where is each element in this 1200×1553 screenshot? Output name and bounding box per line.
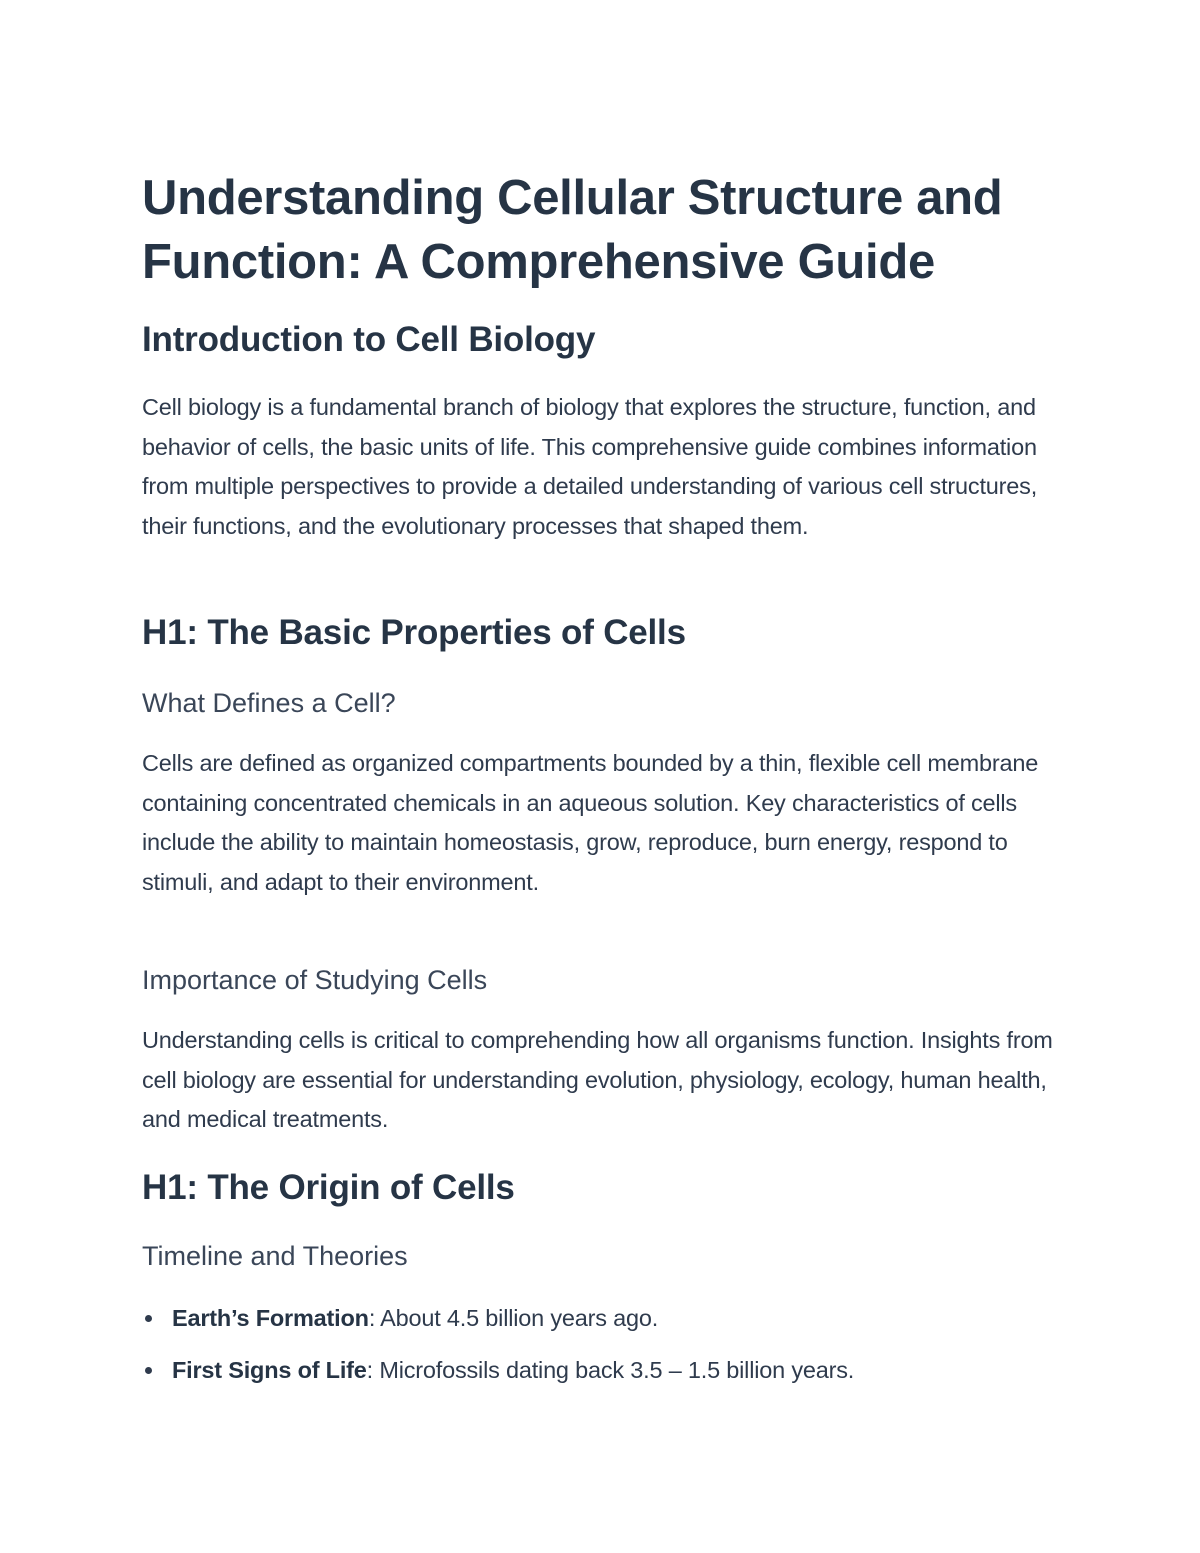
list-item	[142, 1298, 1062, 1338]
timeline-bullet-list	[142, 1298, 1062, 1402]
subheading-timeline-and-theories: Timeline and Theories	[142, 1241, 408, 1271]
subheading-importance-of-studying-cells: Importance of Studying Cells	[142, 965, 488, 995]
bullet-term: Earth’s Formation	[172, 1305, 369, 1331]
document-title: Understanding Cellular Structure and Function: A Comprehensive Guide	[142, 171, 1003, 289]
section-heading-basic-properties: H1: The Basic Properties of Cells	[142, 613, 686, 652]
bullet-text: : About 4.5 billion years ago.	[368, 1305, 659, 1331]
introduction-paragraph: Cell biology is a fundamental branch of biology that explores the structure, function, and behavior of cells, the basic units of life. This comprehensive guide combines information from multiple perspectives to provide a detailed understanding of various cell structures, their functions, and the evolutionary processes that shaped them.	[142, 394, 1038, 539]
bullet-term: First Signs of Life	[172, 1357, 367, 1383]
section-heading-origin-of-cells: H1: The Origin of Cells	[142, 1168, 515, 1207]
what-defines-a-cell-paragraph: Cells are defined as organized compartments bounded by a thin, flexible cell membrane containing concentrated chemicals in an aqueous solution. Key characteristics of cells include the ability to maintain homeostasis, grow, reproduce, burn energy, respond to stimuli, and adapt to their environment.	[142, 750, 1039, 895]
importance-of-studying-cells-paragraph: Understanding cells is critical to comprehending how all organisms function. Insights from cell biology are essential for understanding evolution, physiology, ecology, human health, and medical treatments.	[142, 1027, 1053, 1133]
bullet-icon	[145, 1315, 152, 1322]
bullet-icon	[145, 1367, 152, 1374]
subheading-what-defines-a-cell: What Defines a Cell?	[142, 688, 396, 718]
bullet-text: : Microfossils dating back 3.5 – 1.5 billion years.	[366, 1357, 855, 1383]
list-item	[142, 1350, 1062, 1390]
section-heading-introduction: Introduction to Cell Biology	[142, 320, 596, 359]
